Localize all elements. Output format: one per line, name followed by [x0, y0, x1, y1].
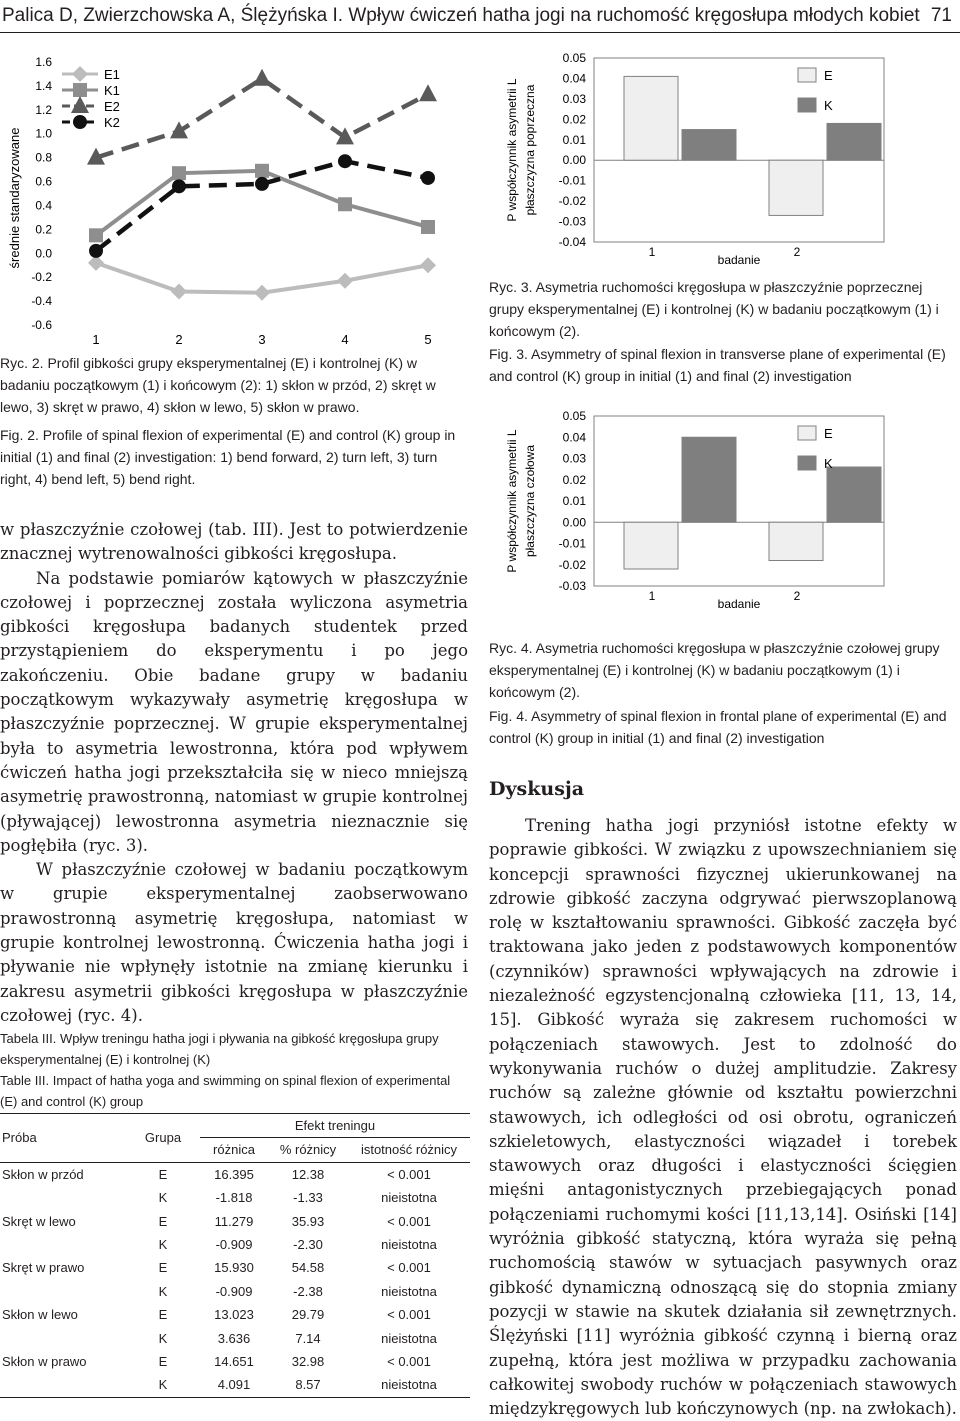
- data-point-k2: [172, 179, 186, 193]
- cell-grupa: K: [158, 1237, 168, 1253]
- cell-proba: [0, 1373, 126, 1397]
- data-point-k1: [255, 164, 269, 178]
- cell-proc: 54.58: [291, 1260, 325, 1276]
- legend-swatch-e: [798, 68, 816, 82]
- y-axis-label: P współczynnik asymetrii L: [505, 429, 519, 573]
- y-tick-label: 0.05: [562, 51, 586, 65]
- data-point-k1: [338, 197, 352, 211]
- bar-e: [624, 522, 678, 569]
- data-point-e2: [419, 84, 437, 101]
- y-tick-label: 0.02: [562, 112, 586, 127]
- y-tick-label: -0.02: [558, 557, 586, 572]
- table-row: [0, 1233, 470, 1256]
- cell-roznica: 11.279: [214, 1213, 254, 1229]
- data-point-k2: [421, 171, 435, 185]
- data-point-k1: [421, 220, 435, 234]
- y-tick-label: -0.6: [31, 318, 52, 332]
- cell-proba: [0, 1280, 126, 1303]
- y-tick-label: -0.01: [558, 173, 586, 188]
- data-point-k2: [89, 244, 103, 258]
- cell-proba: [0, 1186, 126, 1209]
- bar-e: [769, 160, 823, 215]
- cell-istotnosc: nieistotna: [381, 1283, 437, 1299]
- data-point-e1: [254, 285, 270, 301]
- cell-proc: 32.98: [291, 1354, 325, 1370]
- x-axis-label: badanie: [717, 253, 761, 266]
- fig3-bar-chart: [488, 44, 960, 266]
- paragraph: Na podstawie pomiarów kątowych w płaszczyźnie czołowej i poprzecznej została wyliczona asymetria gibkości kręgosłupa badanych studentek przed przystąpieniem do eksperymentu i po jego zakończeniu. Obie badane grupy w badaniu początkowym wykazywały asymetrię kręgosłupa w płaszczyźnie poprzecznej. W grupie eksperymentalnej była to asymetria lewostronna, która pod wpływem ćwiczeń hatha jogi przekształciła się w nieco mniejszą asymetrię prawostronną, natomiast w grupie kontrolnej (pływającej) lewostronna asymetria nieznacznie się pogłębiła (ryc. 3).: [0, 568, 468, 855]
- fig2-line-chart: [0, 48, 470, 348]
- bar-e: [624, 76, 678, 160]
- legend-label: E1: [104, 67, 120, 82]
- x-tick-label: 1: [92, 332, 100, 347]
- data-point-e2: [253, 69, 271, 86]
- discussion-heading: Dyskusja: [489, 778, 585, 800]
- cell-grupa: E: [158, 1213, 168, 1229]
- cell-proba: Skłon w prawo: [2, 1354, 87, 1370]
- table-row: [0, 1303, 470, 1326]
- y-axis-label-2: płaszczyzna poprzeczna: [523, 84, 537, 216]
- paragraph: Trening hatha jogi przyniósł istotne efekty w poprawie gibkości. W związku z upowszechnianiem się koncepcji sprawności fizycznej ukierunkowanej na zdrowie gibkość zaczyna odgrywać pierwszoplanową rolę w kształtowaniu sprawności. Gibkość zaczęła być traktowana jako jeden z podstawowych komponentów (czynników) sprawności wpływających na zdrowie i niezależność egzystencjonalną człowieka [11, 13, 14, 15]. Gibkość wyraża się zakresem ruchomości w połączeniach stawowych. Jest to zdolność do wykonywania ruchów o dużej amplitudzie. Zakresy ruchów są zależne głównie od kształtu powierzchni stawowych, ich odległości od osi obrotu, ograniczeń szkieletowych, elastyczności wiązadeł i torebek stawowych oraz długości i elastyczności ścięgien mięśni antagonistycznych przebiegających ponad połączeniami ruchomymi kości [11,13,14]. Osiński [14] wyróżnia gibkość statyczną, która wyraża się pełną ruchomością stawów w sytuacjach pasywnych oraz gibkość dynamiczną odnoszącą się do stopnia zmiany pozycji w stawie na skutek działania sił zewnętrznych. Ślężyński [11] wyróżnia gibkość czynną i bierną oraz zupełną, która jest możliwa w przypadku zachowania całkowitej swobody ruchów w połączeniach stawowych międzykręgowych lub kończynowych (np. na zwłokach).: [489, 816, 957, 1419]
- header-rule: [0, 32, 960, 33]
- bar-e: [769, 522, 823, 560]
- x-tick-label: 1: [648, 245, 656, 259]
- cell-proc: 35.93: [291, 1213, 325, 1229]
- cell-istotnosc: nieistotna: [381, 1330, 437, 1346]
- cell-proba: Skłon w lewo: [2, 1307, 78, 1323]
- table-row: [0, 1256, 470, 1279]
- x-tick-label: 2: [793, 589, 801, 603]
- x-axis-label: badanie: [717, 597, 761, 611]
- legend-swatch-k: [798, 98, 816, 112]
- cell-proc: 29.79: [291, 1307, 325, 1323]
- legend-label: K: [824, 98, 833, 113]
- cell-proc: 12.38: [291, 1166, 325, 1182]
- y-tick-label: -0.01: [558, 536, 586, 551]
- y-tick-label: -0.03: [558, 579, 586, 593]
- legend-marker-e1: [72, 66, 88, 82]
- data-point-e2: [336, 127, 354, 144]
- bar-k: [682, 437, 736, 522]
- cell-roznica: -1.818: [215, 1190, 253, 1206]
- table-row: [0, 1162, 470, 1186]
- cell-proc: 7.14: [295, 1330, 321, 1346]
- cell-proc: -1.33: [293, 1190, 323, 1206]
- table-row: [0, 1280, 470, 1303]
- y-tick-label: 1.6: [35, 55, 52, 69]
- cell-istotnosc: nieistotna: [381, 1190, 437, 1206]
- cell-grupa: K: [158, 1283, 168, 1299]
- y-tick-label: 0.2: [35, 222, 52, 237]
- x-tick-label: 2: [175, 332, 183, 347]
- cell-roznica: 4.091: [217, 1377, 251, 1393]
- legend-swatch-e: [798, 426, 816, 440]
- running-title: Palica D, Zwierzchowska A, Ślężyńska I. Wpływ ćwiczeń hatha jogi na ruchomość kręgosłupa młodych kobiet: [2, 5, 920, 26]
- y-axis-label: średnie standaryzowane: [7, 127, 22, 269]
- y-tick-label: 0.01: [562, 132, 586, 147]
- cell-istotnosc: nieistotna: [381, 1377, 437, 1393]
- left-body-text: [0, 518, 468, 1028]
- cell-grupa: K: [158, 1377, 168, 1393]
- data-table: [0, 1113, 470, 1398]
- legend-label: E: [824, 68, 833, 83]
- cell-grupa: K: [158, 1330, 168, 1346]
- y-tick-label: 0.0: [35, 246, 52, 261]
- y-tick-label: -0.04: [558, 235, 586, 249]
- data-point-k1: [89, 228, 103, 242]
- cell-proba: Skłon w przód: [2, 1166, 84, 1182]
- cell-grupa: K: [158, 1190, 168, 1206]
- fig3-caption-en: Fig. 3. Asymmetry of spinal flexion in transverse plane of experimental (E) and control (K) group in initial (1) and final (2) investigation: [489, 346, 946, 384]
- y-axis-label: P współczynnik asymetrii L: [505, 78, 519, 222]
- x-tick-label: 2: [793, 245, 801, 259]
- cell-proc: -2.38: [293, 1283, 323, 1299]
- cell-roznica: 15.930: [214, 1260, 254, 1276]
- col-header-proc: % różnicy: [279, 1142, 337, 1158]
- discussion-text: [489, 814, 957, 1421]
- cell-istotnosc: nieistotna: [381, 1237, 437, 1253]
- y-tick-label: 0.01: [562, 494, 586, 508]
- fig3-caption-pl: Ryc. 3. Asymetria ruchomości kręgosłupa w płaszczyźnie poprzecznej grupy eksperymentalnej (E) i kontrolnej (K) w badaniu początkowym (1) i końcowym (2).: [489, 279, 939, 339]
- y-axis-label-2: płaszczyzna czołowa: [523, 444, 537, 558]
- table-caption-en: Table III. Impact of hatha yoga and swimming on spinal flexion of experimental (E) and control (K) group: [0, 1073, 451, 1109]
- data-point-e1: [337, 273, 353, 289]
- x-tick-label: 4: [341, 332, 349, 347]
- cell-proc: 8.57: [295, 1377, 321, 1393]
- y-tick-label: 0.6: [35, 174, 52, 189]
- table-row: [0, 1327, 470, 1350]
- bar-k: [827, 467, 881, 522]
- x-tick-label: 1: [648, 589, 656, 603]
- y-tick-label: 1.2: [35, 102, 52, 117]
- paragraph: w płaszczyźnie czołowej (tab. III). Jest to potwierdzenie znacznej wytrenowalności gibkości kręgosłupa.: [0, 520, 468, 564]
- table-row: [0, 1186, 470, 1209]
- cell-roznica: 3.636: [217, 1330, 251, 1346]
- y-tick-label: 0.03: [562, 91, 586, 106]
- col-header-proba: Próba: [2, 1130, 37, 1146]
- data-point-e1: [420, 257, 436, 273]
- page-header: [0, 0, 960, 32]
- table-row: [0, 1373, 470, 1397]
- cell-roznica: 16.395: [214, 1166, 254, 1182]
- y-tick-label: 0.00: [562, 515, 586, 530]
- cell-roznica: 13.023: [214, 1307, 254, 1323]
- x-tick-label: 3: [258, 332, 266, 347]
- y-tick-label: 0.4: [35, 198, 52, 213]
- cell-proba: [0, 1327, 126, 1350]
- cell-proba: Skręt w lewo: [2, 1213, 76, 1229]
- col-header-roznica: różnica: [213, 1142, 255, 1158]
- data-point-k2: [255, 177, 269, 191]
- table-row: [0, 1210, 470, 1233]
- page-number: 71: [930, 5, 952, 26]
- y-tick-label: 0.00: [562, 153, 586, 168]
- cell-grupa: E: [158, 1307, 168, 1323]
- cell-roznica: -0.909: [215, 1283, 253, 1299]
- cell-proba: Skręt w prawo: [2, 1260, 85, 1276]
- data-point-e1: [171, 284, 187, 300]
- data-point-k2: [338, 154, 352, 168]
- y-tick-label: 1.4: [35, 78, 52, 93]
- y-tick-label: 1.0: [35, 126, 52, 141]
- legend-marker-k2: [73, 115, 87, 129]
- cell-roznica: -0.909: [215, 1237, 253, 1253]
- legend-swatch-k: [798, 456, 816, 470]
- fig4-caption-pl: Ryc. 4. Asymetria ruchomości kręgosłupa w płaszczyźnie czołowej grupy eksperymentalnej (E) i kontrolnej (K) w badaniu początkowym (1) i końcowym (2).: [489, 640, 940, 700]
- legend-label: K1: [104, 83, 120, 98]
- cell-istotnosc: < 0.001: [387, 1354, 431, 1370]
- y-tick-label: 0.04: [562, 71, 586, 86]
- cell-grupa: E: [158, 1354, 168, 1370]
- y-tick-label: 0.05: [562, 409, 586, 423]
- fig4-caption-en: Fig. 4. Asymmetry of spinal flexion in frontal plane of experimental (E) and control (K) group in initial (1) and final (2) investigation: [489, 708, 947, 746]
- table-iii: [0, 1113, 470, 1398]
- y-tick-label: -0.2: [31, 270, 52, 285]
- cell-istotnosc: < 0.001: [387, 1213, 431, 1229]
- y-tick-label: -0.02: [558, 194, 586, 209]
- cell-grupa: E: [158, 1166, 168, 1182]
- bar-k: [682, 130, 736, 161]
- legend-label: E: [824, 426, 833, 441]
- cell-proba: [0, 1233, 126, 1256]
- table-row: [0, 1350, 470, 1373]
- cell-istotnosc: < 0.001: [387, 1260, 431, 1276]
- series-line-e2: [96, 79, 428, 158]
- table-caption-pl: Tabela III. Wpływ treningu hatha jogi i pływania na gibkość kręgosłupa grupy eksperymentalnej (E) i kontrolnej (K): [0, 1031, 439, 1067]
- cell-istotnosc: < 0.001: [387, 1307, 431, 1323]
- cell-istotnosc: < 0.001: [387, 1166, 431, 1182]
- legend-label: E2: [104, 99, 120, 114]
- col-header-grupa: Grupa: [144, 1130, 182, 1146]
- cell-proc: -2.30: [293, 1237, 323, 1253]
- y-tick-label: 0.03: [562, 451, 586, 466]
- cell-grupa: E: [158, 1260, 168, 1276]
- paragraph: W płaszczyźnie czołowej w badaniu początkowym w grupie eksperymentalnej zaobserwowano prawostronną asymetrię kręgosłupa, natomiast w grupie kontrolnej lewostronną. Ćwiczenia hatha jogi i pływanie nie wpłynęły istotnie na zmianę kierunku i zakresu asymetrii gibkości kręgosłupa w płaszczyźnie czołowej (ryc. 4).: [0, 860, 468, 1025]
- legend-label: K: [824, 456, 833, 471]
- y-tick-label: 0.02: [562, 472, 586, 487]
- data-point-k1: [172, 166, 186, 180]
- fig2-caption-en: Fig. 2. Profile of spinal flexion of experimental (E) and control (K) group in initial (1) and final (2) investigation: 1) bend forward, 2) turn left, 3) turn right, 4) bend left, 5) bend right.: [0, 427, 456, 487]
- y-tick-label: 0.04: [562, 430, 586, 445]
- fig4-bar-chart: [488, 400, 960, 622]
- cell-roznica: 14.651: [214, 1354, 254, 1370]
- y-tick-label: -0.03: [558, 214, 586, 229]
- y-tick-label: 0.8: [35, 150, 52, 165]
- fig2-caption-pl: Ryc. 2. Profil gibkości grupy eksperymentalnej (E) i kontrolnej (K) w badaniu początkowym (1) i końcowym (2): 1) skłon w przód, 2) skręt w lewo, 3) skręt w prawo, 4) skłon w lewo, 5) skłon w prawo.: [0, 355, 436, 415]
- x-tick-label: 5: [424, 332, 432, 347]
- legend-marker-k1: [73, 83, 87, 97]
- legend-label: K2: [104, 115, 120, 130]
- col-header-efekt: Efekt treningu: [200, 1114, 470, 1138]
- col-header-istotnosc: istotność różnicy: [360, 1142, 458, 1158]
- bar-k: [827, 123, 881, 160]
- y-tick-label: -0.4: [31, 294, 52, 309]
